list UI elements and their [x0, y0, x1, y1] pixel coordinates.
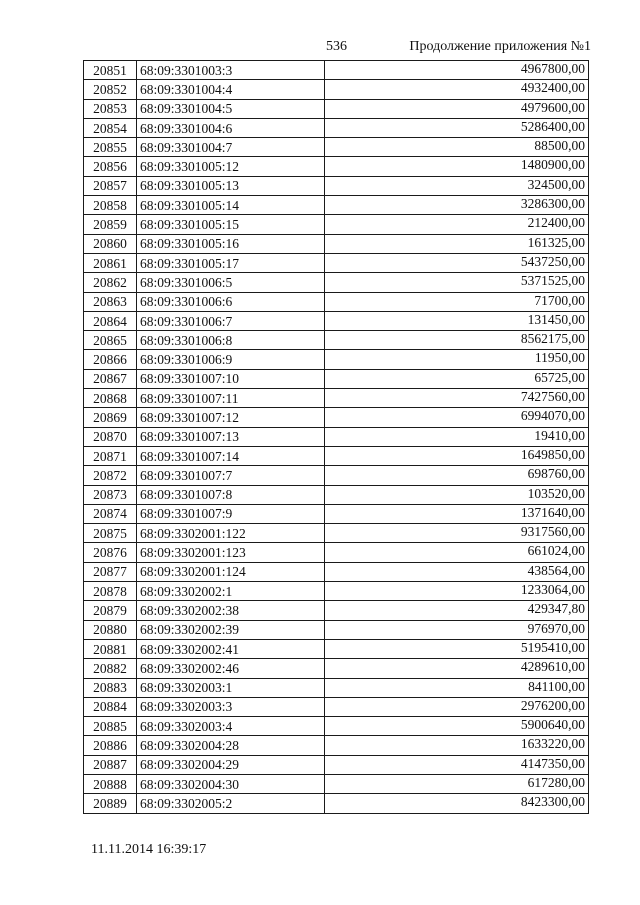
table-row	[84, 176, 589, 195]
cadastral-value-cell: 161325,00	[325, 234, 589, 253]
row-number-cell: 20884	[84, 697, 137, 716]
cadastral-number-cell: 68:09:3301005:14	[137, 196, 325, 215]
cadastral-number-cell: 68:09:3301006:9	[137, 350, 325, 369]
cadastral-value-cell: 4289610,00	[325, 659, 589, 678]
table-row	[84, 601, 589, 620]
continuation-title: Продолжение приложения №1	[409, 39, 591, 54]
table-row	[84, 697, 589, 716]
row-number-cell: 20864	[84, 311, 137, 330]
cadastral-value-cell: 976970,00	[325, 620, 589, 639]
cadastral-number-cell: 68:09:3301003:3	[137, 61, 325, 80]
cadastral-number-cell: 68:09:3302002:46	[137, 659, 325, 678]
cadastral-value-cell: 1480900,00	[325, 157, 589, 176]
cadastral-number-cell: 68:09:3301006:6	[137, 292, 325, 311]
cadastral-value-cell: 11950,00	[325, 350, 589, 369]
table-row	[84, 736, 589, 755]
cadastral-number-cell: 68:09:3301007:11	[137, 389, 325, 408]
table-row	[84, 273, 589, 292]
row-number-cell: 20859	[84, 215, 137, 234]
cadastral-value-cell: 1649850,00	[325, 446, 589, 465]
row-number-cell: 20872	[84, 466, 137, 485]
cadastral-number-cell: 68:09:3301007:8	[137, 485, 325, 504]
cadastral-number-cell: 68:09:3301004:6	[137, 118, 325, 137]
row-number-cell: 20878	[84, 582, 137, 601]
cadastral-number-cell: 68:09:3301005:12	[137, 157, 325, 176]
row-number-cell: 20854	[84, 118, 137, 137]
table-row	[84, 524, 589, 543]
row-number-cell: 20875	[84, 524, 137, 543]
row-number-cell: 20856	[84, 157, 137, 176]
row-number-cell: 20857	[84, 176, 137, 195]
cadastral-number-cell: 68:09:3301006:8	[137, 331, 325, 350]
row-number-cell: 20886	[84, 736, 137, 755]
cadastral-number-cell: 68:09:3301005:15	[137, 215, 325, 234]
table-row	[84, 331, 589, 350]
cadastral-value-cell: 698760,00	[325, 466, 589, 485]
cadastral-number-cell: 68:09:3301007:10	[137, 369, 325, 388]
table-row	[84, 446, 589, 465]
table-row	[84, 717, 589, 736]
row-number-cell: 20853	[84, 99, 137, 118]
table-row	[84, 350, 589, 369]
row-number-cell: 20858	[84, 196, 137, 215]
table-row	[84, 562, 589, 581]
cadastral-value-cell: 324500,00	[325, 176, 589, 195]
table-row	[84, 157, 589, 176]
cadastral-value-cell: 5437250,00	[325, 253, 589, 272]
table-row	[84, 774, 589, 793]
cadastral-value-cell: 438564,00	[325, 562, 589, 581]
cadastral-number-cell: 68:09:3302002:38	[137, 601, 325, 620]
table-row	[84, 582, 589, 601]
table-row	[84, 427, 589, 446]
cadastral-value-cell: 8562175,00	[325, 331, 589, 350]
cadastral-value-cell: 212400,00	[325, 215, 589, 234]
table-row	[84, 80, 589, 99]
table-row	[84, 196, 589, 215]
table-row	[84, 639, 589, 658]
cadastral-value-cell: 131450,00	[325, 311, 589, 330]
cadastral-number-cell: 68:09:3302003:1	[137, 678, 325, 697]
cadastral-number-cell: 68:09:3302002:41	[137, 639, 325, 658]
row-number-cell: 20881	[84, 639, 137, 658]
row-number-cell: 20861	[84, 253, 137, 272]
row-number-cell: 20887	[84, 755, 137, 774]
cadastral-number-cell: 68:09:3301007:12	[137, 408, 325, 427]
cadastral-value-cell: 4147350,00	[325, 755, 589, 774]
row-number-cell: 20851	[84, 61, 137, 80]
print-timestamp: 11.11.2014 16:39:17	[91, 842, 207, 857]
cadastral-number-cell: 68:09:3301006:7	[137, 311, 325, 330]
cadastral-number-cell: 68:09:3302003:4	[137, 717, 325, 736]
row-number-cell: 20869	[84, 408, 137, 427]
cadastral-number-cell: 68:09:3301004:5	[137, 99, 325, 118]
cadastral-number-cell: 68:09:3301005:17	[137, 253, 325, 272]
table-row	[84, 389, 589, 408]
cadastral-number-cell: 68:09:3301004:7	[137, 138, 325, 157]
row-number-cell: 20868	[84, 389, 137, 408]
cadastral-value-cell: 71700,00	[325, 292, 589, 311]
row-number-cell: 20852	[84, 80, 137, 99]
cadastral-value-cell: 19410,00	[325, 427, 589, 446]
row-number-cell: 20866	[84, 350, 137, 369]
cadastral-value-cell: 2976200,00	[325, 697, 589, 716]
table-row	[84, 311, 589, 330]
cadastral-number-cell: 68:09:3301007:13	[137, 427, 325, 446]
table-row	[84, 253, 589, 272]
cadastral-value-cell: 429347,80	[325, 601, 589, 620]
cadastral-value-cell: 1633220,00	[325, 736, 589, 755]
row-number-cell: 20855	[84, 138, 137, 157]
table-row	[84, 466, 589, 485]
cadastral-number-cell: 68:09:3302002:39	[137, 620, 325, 639]
table-row	[84, 659, 589, 678]
row-number-cell: 20871	[84, 446, 137, 465]
cadastral-value-cell: 88500,00	[325, 138, 589, 157]
cadastral-value-cell: 5900640,00	[325, 717, 589, 736]
cadastral-number-cell: 68:09:3302004:28	[137, 736, 325, 755]
cadastral-value-table	[83, 60, 589, 814]
cadastral-value-cell: 4932400,00	[325, 80, 589, 99]
cadastral-number-cell: 68:09:3301007:14	[137, 446, 325, 465]
row-number-cell: 20865	[84, 331, 137, 350]
cadastral-value-cell: 1371640,00	[325, 504, 589, 523]
table-row	[84, 292, 589, 311]
cadastral-value-cell: 661024,00	[325, 543, 589, 562]
cadastral-number-cell: 68:09:3301005:13	[137, 176, 325, 195]
cadastral-number-cell: 68:09:3302001:122	[137, 524, 325, 543]
table-row	[84, 369, 589, 388]
row-number-cell: 20876	[84, 543, 137, 562]
row-number-cell: 20882	[84, 659, 137, 678]
cadastral-value-cell: 103520,00	[325, 485, 589, 504]
row-number-cell: 20883	[84, 678, 137, 697]
row-number-cell: 20888	[84, 774, 137, 793]
cadastral-number-cell: 68:09:3302003:3	[137, 697, 325, 716]
row-number-cell: 20889	[84, 794, 137, 813]
row-number-cell: 20870	[84, 427, 137, 446]
cadastral-value-cell: 9317560,00	[325, 524, 589, 543]
page-number: 536	[326, 39, 347, 54]
cadastral-number-cell: 68:09:3301005:16	[137, 234, 325, 253]
cadastral-value-cell: 8423300,00	[325, 794, 589, 813]
cadastral-value-cell: 4967800,00	[325, 61, 589, 80]
cadastral-value-cell: 5286400,00	[325, 118, 589, 137]
table-row	[84, 118, 589, 137]
cadastral-value-cell: 1233064,00	[325, 582, 589, 601]
row-number-cell: 20877	[84, 562, 137, 581]
cadastral-value-cell: 7427560,00	[325, 389, 589, 408]
table-row	[84, 543, 589, 562]
table-row	[84, 234, 589, 253]
table-row	[84, 620, 589, 639]
cadastral-number-cell: 68:09:3301007:7	[137, 466, 325, 485]
cadastral-value-cell: 841100,00	[325, 678, 589, 697]
cadastral-value-cell: 65725,00	[325, 369, 589, 388]
table-row	[84, 755, 589, 774]
cadastral-value-cell: 5195410,00	[325, 639, 589, 658]
cadastral-number-cell: 68:09:3302004:29	[137, 755, 325, 774]
row-number-cell: 20873	[84, 485, 137, 504]
cadastral-number-cell: 68:09:3301006:5	[137, 273, 325, 292]
cadastral-value-cell: 4979600,00	[325, 99, 589, 118]
table-row	[84, 794, 589, 813]
table-body	[84, 61, 589, 814]
cadastral-number-cell: 68:09:3302002:1	[137, 582, 325, 601]
cadastral-number-cell: 68:09:3301004:4	[137, 80, 325, 99]
table-row	[84, 678, 589, 697]
table-row	[84, 485, 589, 504]
row-number-cell: 20867	[84, 369, 137, 388]
row-number-cell: 20863	[84, 292, 137, 311]
table-row	[84, 504, 589, 523]
row-number-cell: 20860	[84, 234, 137, 253]
table-row	[84, 138, 589, 157]
cadastral-value-cell: 5371525,00	[325, 273, 589, 292]
cadastral-number-cell: 68:09:3302004:30	[137, 774, 325, 793]
row-number-cell: 20879	[84, 601, 137, 620]
cadastral-value-cell: 6994070,00	[325, 408, 589, 427]
cadastral-number-cell: 68:09:3302001:123	[137, 543, 325, 562]
table-row	[84, 99, 589, 118]
cadastral-number-cell: 68:09:3302005:2	[137, 794, 325, 813]
row-number-cell: 20885	[84, 717, 137, 736]
table-row	[84, 408, 589, 427]
cadastral-number-cell: 68:09:3302001:124	[137, 562, 325, 581]
table-row	[84, 215, 589, 234]
cadastral-number-cell: 68:09:3301007:9	[137, 504, 325, 523]
cadastral-value-cell: 3286300,00	[325, 196, 589, 215]
table-row	[84, 61, 589, 80]
row-number-cell: 20862	[84, 273, 137, 292]
row-number-cell: 20874	[84, 504, 137, 523]
cadastral-value-cell: 617280,00	[325, 774, 589, 793]
row-number-cell: 20880	[84, 620, 137, 639]
